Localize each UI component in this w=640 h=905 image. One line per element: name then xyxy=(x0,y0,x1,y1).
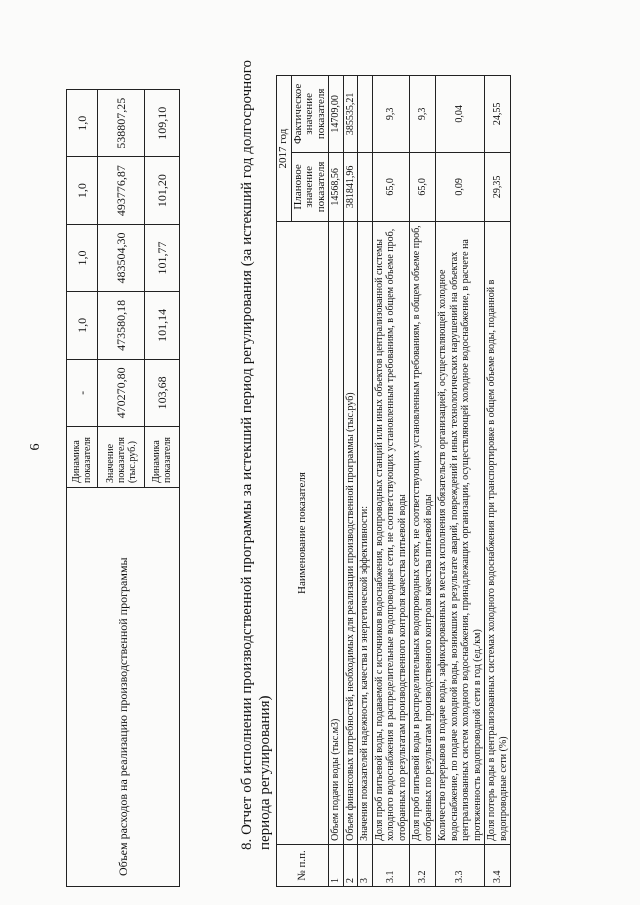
table-cell: 1,0 xyxy=(67,292,98,359)
row-number: 3.3 xyxy=(436,844,485,886)
column-header-planned: Плановое значение показателя xyxy=(291,152,329,221)
table-cell: 101,14 xyxy=(145,292,180,359)
row-name: Значения показателей надежности, качества и энергетической эффективности: xyxy=(358,222,373,845)
table-cell: 538807,25 xyxy=(98,90,145,157)
column-header-no: № п.п. xyxy=(277,844,329,886)
planned-value: 29,35 xyxy=(485,152,511,221)
column-header-actual: Фактическое значение показателя xyxy=(291,76,329,153)
row-name: Объем подачи воды (тыс.м3) xyxy=(329,222,344,845)
table-cell: 493776,87 xyxy=(98,157,145,224)
row-name: Доля проб питьевой воды в распределительных водопроводных сетях, не соответствующих установленным требованиям, в общем объеме проб, отобранных по результатам производственного контроля качества питьевой воды xyxy=(410,222,436,845)
planned-value: 0,09 xyxy=(436,152,485,221)
table-row xyxy=(410,76,436,887)
column-header-name: Наименование показателя xyxy=(277,222,329,845)
table-row xyxy=(485,76,511,887)
row-number: 3.1 xyxy=(372,844,410,886)
table-cell: 470270,80 xyxy=(98,359,145,426)
table-cell: 103,68 xyxy=(145,359,180,426)
actual-value: 14709,00 xyxy=(329,76,344,153)
expenses-label: Объем расходов на реализацию производственной программы xyxy=(67,488,180,887)
row-label: Динамика показателя xyxy=(67,427,98,488)
table-row xyxy=(436,76,485,887)
table-cell: 473580,18 xyxy=(98,292,145,359)
row-name: Количество перерывов в подаче воды, зафиксированных в местах исполнения обязательств организацией, осуществляющей холодное водоснабжение, по подаче холодной воды, возникших в результате аварий, повреждений и иных технологических нарушений на объектах централизованных систем холодного водоснабжения, принадлежащих организации, осуществляющей холодное водоснабжение, в расчете на протяженность водопроводной сети в год (ед./км) xyxy=(436,222,485,845)
actual-value xyxy=(358,76,373,153)
row-number: 3.2 xyxy=(410,844,436,886)
row-number: 1 xyxy=(329,844,344,886)
table-cell: 1,0 xyxy=(67,157,98,224)
row-label: Значение показателя (тыс.руб.) xyxy=(98,427,145,488)
row-number: 3.4 xyxy=(485,844,511,886)
header-row xyxy=(277,76,292,887)
column-header-year: 2017 год xyxy=(277,76,292,222)
actual-value: 9,3 xyxy=(410,76,436,153)
table-cell: 483504,30 xyxy=(98,224,145,291)
planned-value: 65,0 xyxy=(372,152,410,221)
planned-value: 381841,96 xyxy=(343,152,358,221)
row-number: 3 xyxy=(358,844,373,886)
actual-value: 9,3 xyxy=(372,76,410,153)
table-cell: 101,20 xyxy=(145,157,180,224)
row-name: Доля потерь воды в централизованных системах холодного водоснабжения при транспортировке в общем объеме воды, поданной в водопроводные сети (%) xyxy=(485,222,511,845)
table-row xyxy=(329,76,344,887)
planned-value: 65,0 xyxy=(410,152,436,221)
table-cell: 109,10 xyxy=(145,90,180,157)
expenses-table xyxy=(66,89,180,887)
table-cell: - xyxy=(67,359,98,426)
planned-value: 14568,56 xyxy=(329,152,344,221)
table-row xyxy=(343,76,358,887)
row-label: Динамика показателя xyxy=(145,427,180,488)
planned-value xyxy=(358,152,373,221)
table-cell: 101,77 xyxy=(145,224,180,291)
table-cell: 1,0 xyxy=(67,90,98,157)
page-number: 6 xyxy=(28,443,43,451)
table-cell: 1,0 xyxy=(67,224,98,291)
report-table xyxy=(276,75,511,887)
actual-value: 385535,21 xyxy=(343,76,358,153)
table-row xyxy=(67,90,98,887)
row-number: 2 xyxy=(343,844,358,886)
section-heading: 8. Отчет об исполнении производственной программы за истекший период регулирования (за истекший год долгосрочного периода регулирования) xyxy=(239,60,273,850)
table-row xyxy=(372,76,410,887)
actual-value: 24,55 xyxy=(485,76,511,153)
row-name: Объем финансовых потребностей, необходимых для реализации производственной программы (тыс.руб) xyxy=(343,222,358,845)
table-row xyxy=(358,76,373,887)
actual-value: 0,04 xyxy=(436,76,485,153)
row-name: Доля проб питьевой воды, подаваемой с источников водоснабжения, водопроводных станций или иных объектов централизованной системы холодного водоснабжения в распределительные водопроводные сети, не соответствующих установленным требованиям, в общем объеме проб, отобранных по результатам производственного контроля качества питьевой воды xyxy=(372,222,410,845)
